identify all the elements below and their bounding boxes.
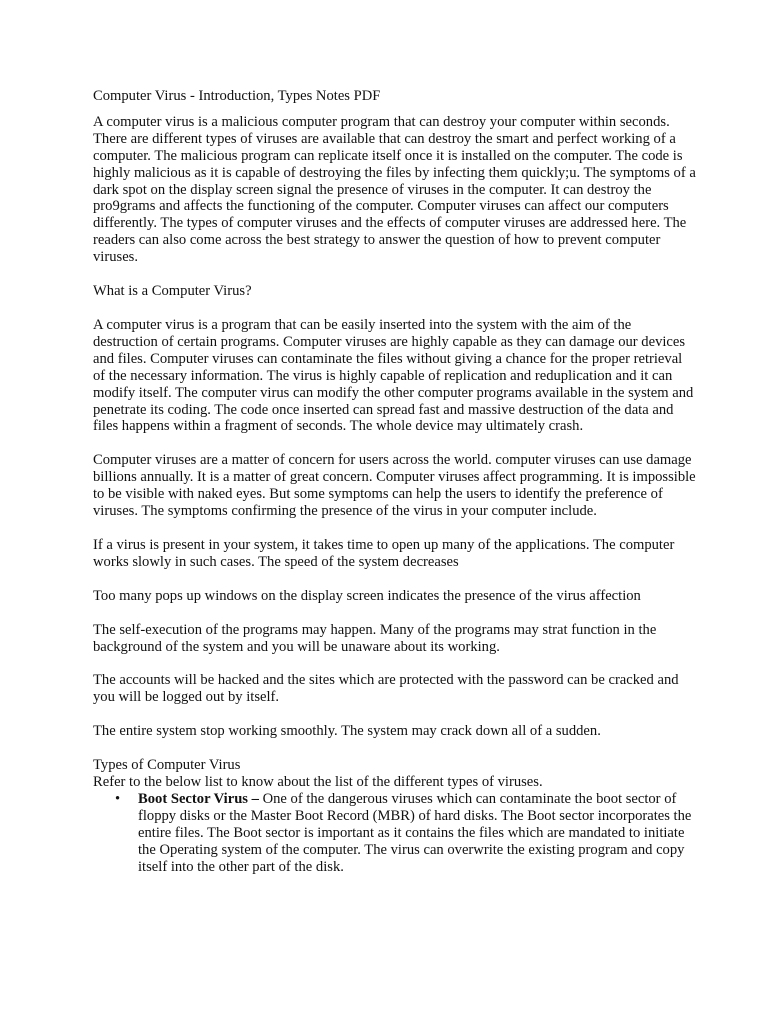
symptom-slow-paragraph: If a virus is present in your system, it takes time to open up many of the applications. The computer works slowly in such cases. The speed of the system decreases [93,536,675,570]
symptom-accounts-hacked-paragraph: The accounts will be hacked and the sites which are protected with the password can be cracked and you will be logged out by itself. [93,672,679,706]
symptom-system-stop-paragraph: The entire system stop working smoothly. The system may crack down all of a sudden. [93,723,601,740]
types-heading: Types of Computer Virus [93,757,241,774]
bullet-icon: • [115,791,121,807]
types-intro-paragraph: Refer to the below list to know about the list of the different types of viruses. [93,774,543,791]
list-item [93,791,698,876]
types-list [93,791,698,876]
symptom-popups-paragraph: Too many pops up windows on the display screen indicates the presence of the virus affection [93,587,641,604]
what-is-virus-heading: What is a Computer Virus? [93,283,252,300]
intro-paragraph: A computer virus is a malicious computer program that can destroy your computer within seconds. There are different types of viruses are available that can destroy the smart and perfect working of a computer. The malicious program can replicate itself once it is installed on the computer. The code is highly malicious as it is capable of destroying the files by infecting them quickly;u. The symptoms of a dark spot on the display screen signal the presence of viruses in the computer. It can destroy the pro9grams and affects the functioning of the computer. Computer viruses can affect our computers differently. The types of computer viruses and the effects of computer viruses are addressed here. The readers can also come across the best strategy to answer the question of how to prevent computer viruses. [93,113,696,266]
concern-paragraph: Computer viruses are a matter of concern for users across the world. computer viruses can use damage billions annually. It is a matter of great concern. Computer viruses affect programming. It is impossible to be visible with naked eyes. But some symptoms can help the users to identify the preference of viruses. The symptoms confirming the presence of the virus in your computer include. [93,452,696,520]
what-is-virus-paragraph: A computer virus is a program that can be easily inserted into the system with the aim of the destruction of certain programs. Computer viruses are highly capable as they can damage our devices and files. Computer viruses can contaminate the files without giving a chance for the proper retrieval of the necessary information. The virus is highly capable of replication and reduplication and it can modify itself. The computer virus can modify the other computer programs available in the system and penetrate its coding. The code once inserted can spread fast and massive destruction of the data and files happens within a fragment of seconds. The whole device may ultimately crash. [93,316,694,435]
document-title: Computer Virus - Introduction, Types Notes PDF [93,88,381,104]
symptom-self-execution-paragraph: The self-execution of the programs may happen. Many of the programs may strat function in the background of the system and you will be unaware about its working. [93,621,657,655]
boot-sector-virus-description: One of the dangerous viruses which can contaminate the boot sector of floppy disks or the Master Boot Record (MBR) of hard disks. The Boot sector incorporates the entire files. The Boot sector is important as it contains the files which are mandated to initiate the Operating system of the computer. The virus can overwrite the existing program and copy itself into the other part of the disk. [138,791,692,875]
boot-sector-virus-term: Boot Sector Virus – [138,791,259,807]
